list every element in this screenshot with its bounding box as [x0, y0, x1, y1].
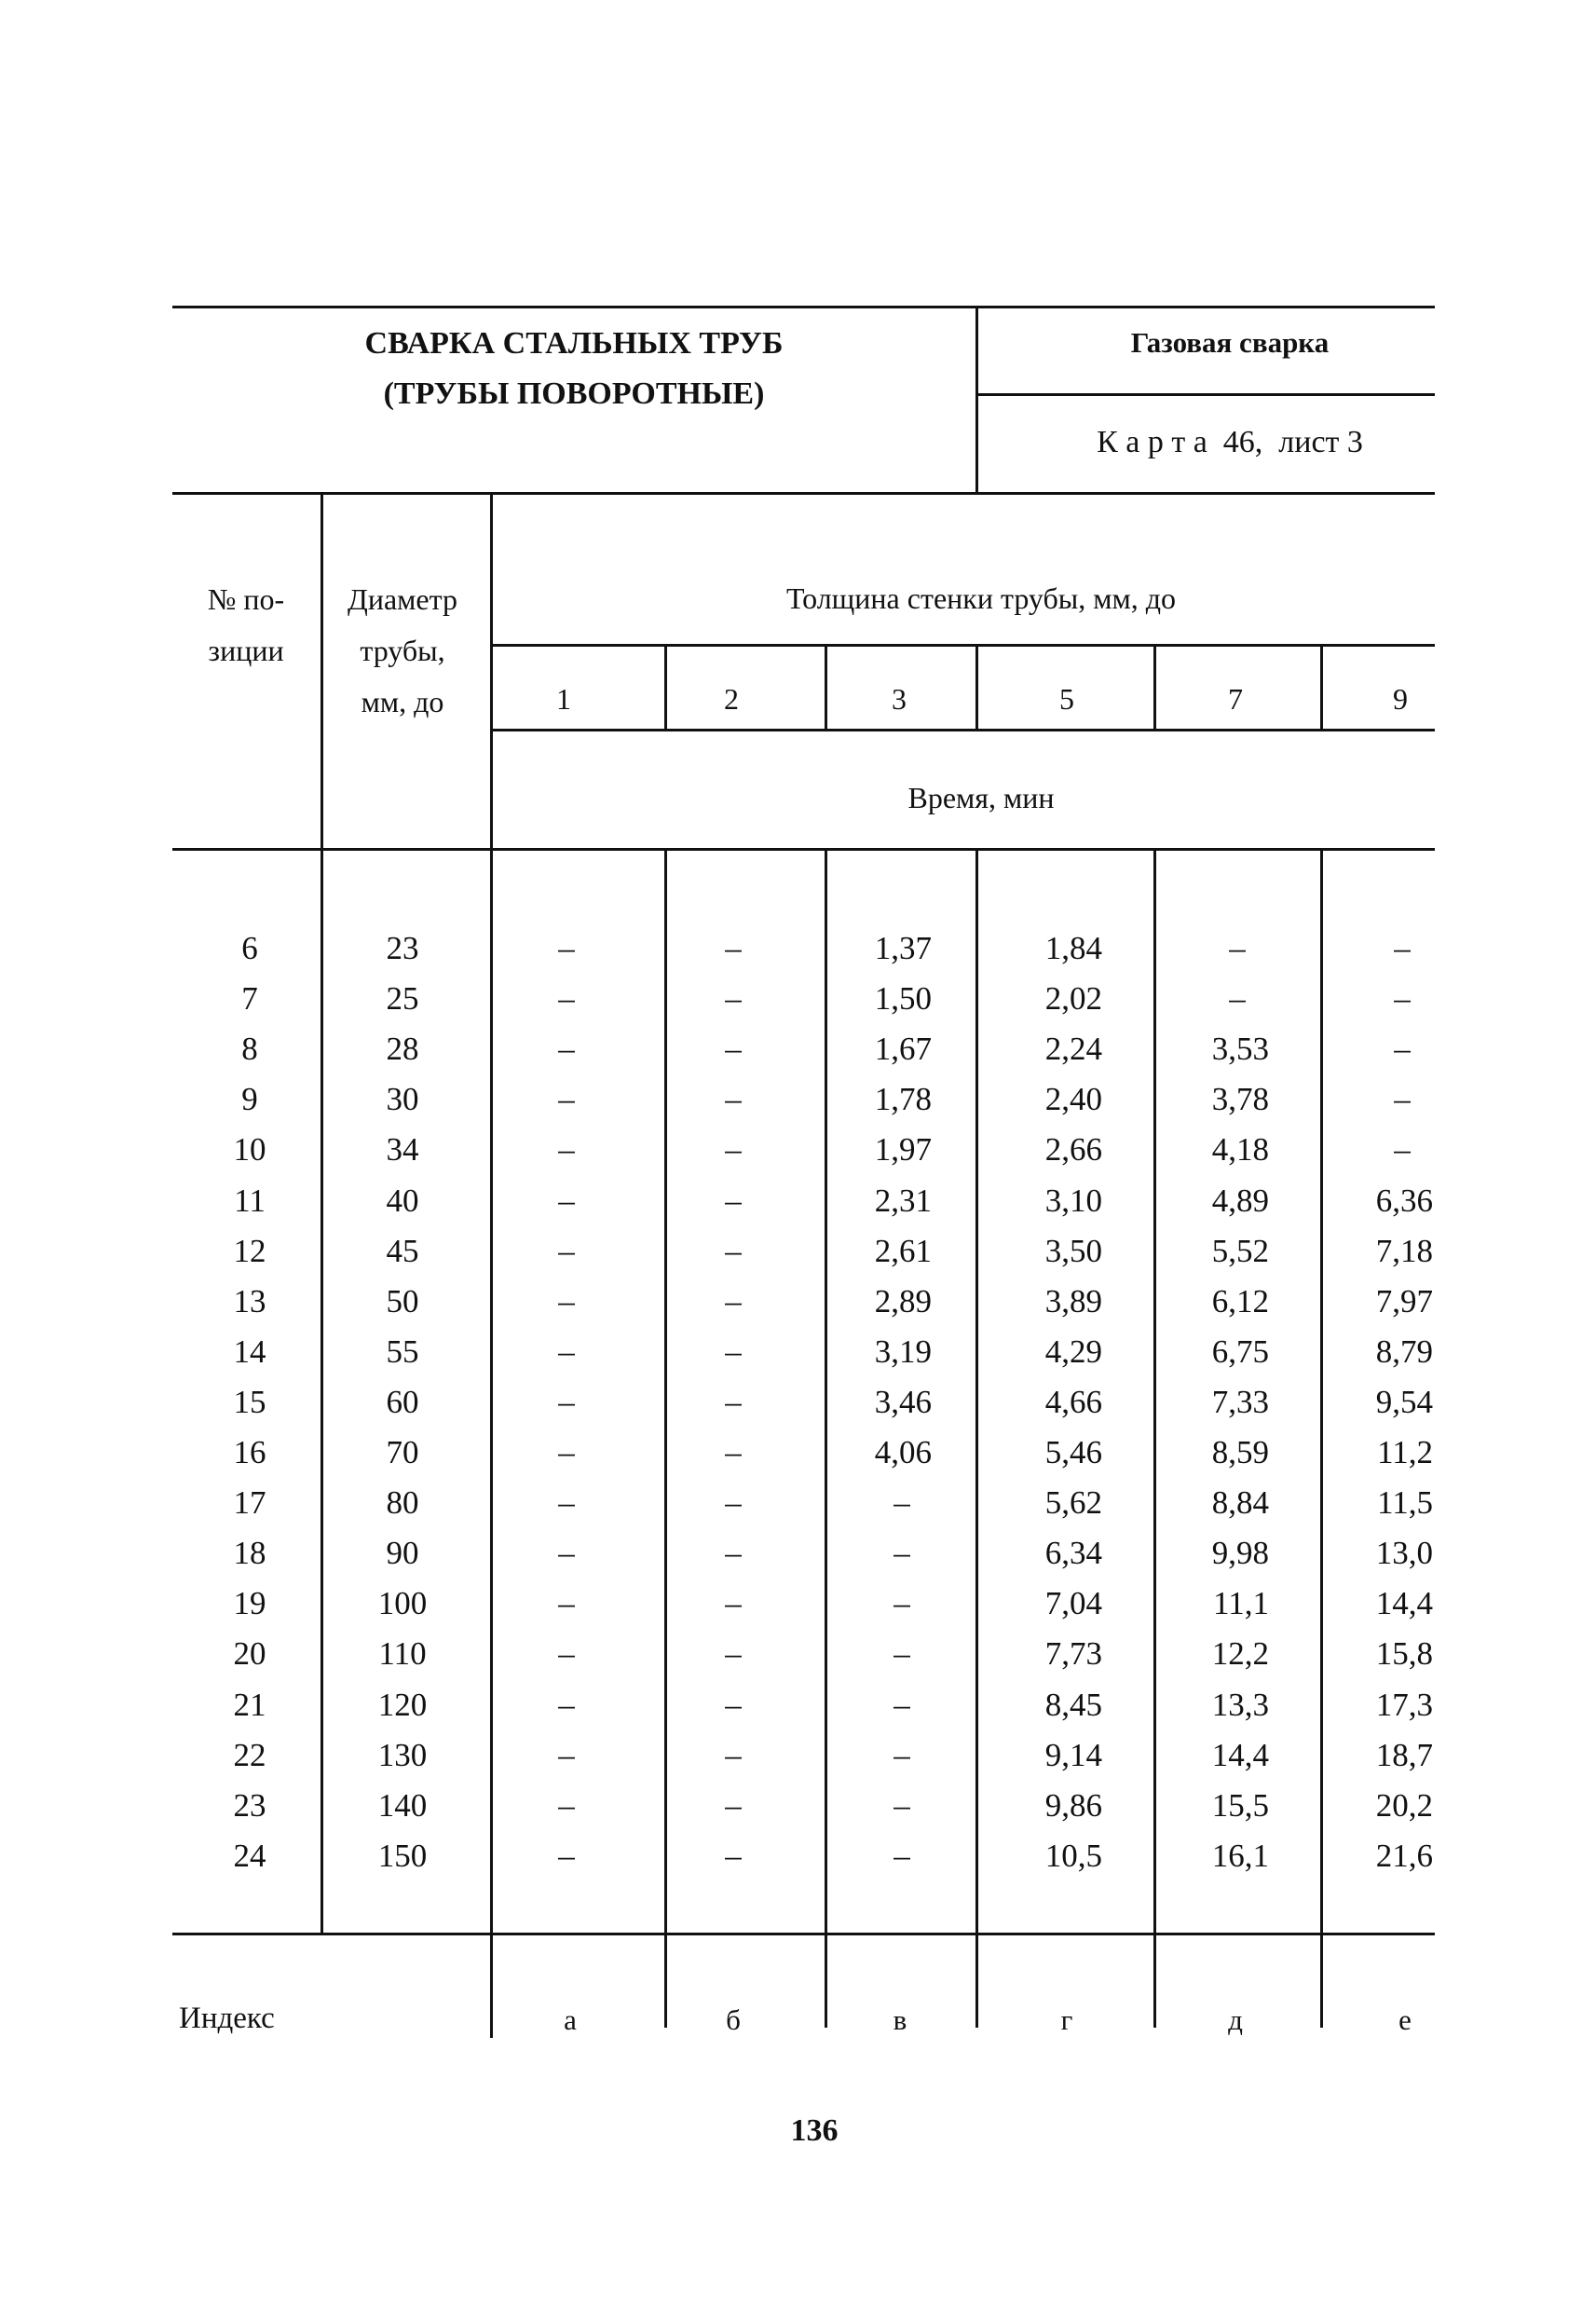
- row-time-value: 18,7: [1375, 1737, 1433, 1773]
- table-row: [0, 1233, 1596, 1270]
- row-time-value: –: [558, 1585, 575, 1621]
- table-row: [0, 1635, 1596, 1673]
- table-row: [0, 1585, 1596, 1622]
- row-diameter: 60: [386, 1384, 419, 1420]
- thickness-col-divider-4: [1153, 646, 1156, 730]
- row-time-value: 9,14: [1044, 1737, 1102, 1773]
- row-position: 8: [241, 1031, 258, 1067]
- row-time-value: –: [558, 930, 575, 966]
- row-position: 6: [241, 930, 258, 966]
- row-time-value: 2,66: [1044, 1131, 1102, 1168]
- row-time-value: 4,29: [1044, 1333, 1102, 1370]
- welding-type: Газовая сварка: [1130, 326, 1330, 359]
- thickness-col-divider-5: [1320, 646, 1323, 730]
- index-col-divider-1: [664, 1934, 667, 2028]
- row-diameter: 28: [386, 1031, 419, 1067]
- row-diameter: 110: [378, 1635, 427, 1672]
- table-row: [0, 1787, 1596, 1825]
- table-row: [0, 930, 1596, 967]
- index-col-divider-5: [1320, 1934, 1323, 2028]
- row-diameter: 45: [386, 1233, 419, 1269]
- table-row: [0, 1131, 1596, 1169]
- row-time-value: –: [558, 1233, 575, 1269]
- row-time-value: 3,19: [874, 1333, 932, 1370]
- col-header-pos-1: № по-: [207, 582, 285, 616]
- row-time-value: 9,54: [1375, 1384, 1433, 1420]
- row-time-value: 4,06: [874, 1434, 932, 1470]
- row-position: 9: [241, 1081, 258, 1117]
- row-time-value: –: [893, 1687, 910, 1723]
- table-row: [0, 1384, 1596, 1421]
- table-row: [0, 980, 1596, 1018]
- row-time-value: –: [725, 1182, 742, 1219]
- row-time-value: –: [725, 1031, 742, 1067]
- row-time-value: 9,86: [1044, 1787, 1102, 1824]
- table-row: [0, 1031, 1596, 1068]
- row-time-value: –: [893, 1585, 910, 1621]
- row-time-value: –: [1394, 930, 1411, 966]
- row-time-value: 1,78: [874, 1081, 932, 1117]
- row-time-value: 2,61: [874, 1233, 932, 1269]
- row-time-value: 4,89: [1211, 1182, 1269, 1219]
- row-time-value: –: [1229, 980, 1246, 1017]
- row-position: 21: [233, 1687, 266, 1723]
- table-row: [0, 1081, 1596, 1118]
- row-time-value: –: [893, 1484, 910, 1521]
- row-diameter: 70: [386, 1434, 419, 1470]
- row-time-value: –: [893, 1737, 910, 1773]
- row-time-value: –: [725, 1838, 742, 1874]
- row-position: 23: [233, 1787, 266, 1824]
- row-time-value: –: [725, 1635, 742, 1672]
- row-time-value: –: [1394, 1081, 1411, 1117]
- index-col-divider-2: [825, 1934, 827, 2028]
- row-time-value: –: [725, 1333, 742, 1370]
- row-time-value: 4,66: [1044, 1384, 1102, 1420]
- card-reference: К а р т а 46, лист 3: [1097, 425, 1363, 459]
- row-position: 20: [233, 1635, 266, 1672]
- row-time-value: 5,62: [1044, 1484, 1102, 1521]
- row-time-value: 2,89: [874, 1283, 932, 1319]
- row-position: 22: [233, 1737, 266, 1773]
- row-diameter: 23: [386, 930, 419, 966]
- thickness-value: 7: [1228, 682, 1243, 716]
- row-time-value: –: [1394, 980, 1411, 1017]
- thickness-header: Толщина стенки трубы, мм, до: [785, 581, 1177, 615]
- row-time-value: –: [725, 1737, 742, 1773]
- col-header-diam-1: Диаметр: [348, 582, 457, 616]
- row-diameter: 40: [386, 1182, 419, 1219]
- row-time-value: 11,1: [1213, 1585, 1269, 1621]
- row-time-value: –: [893, 1838, 910, 1874]
- row-time-value: –: [558, 1333, 575, 1370]
- row-time-value: 7,18: [1375, 1233, 1433, 1269]
- row-time-value: 13,3: [1211, 1687, 1269, 1723]
- index-value: в: [893, 2003, 907, 2036]
- row-time-value: 10,5: [1044, 1838, 1102, 1874]
- row-time-value: –: [558, 1787, 575, 1824]
- row-time-value: 2,31: [874, 1182, 932, 1219]
- row-time-value: 8,84: [1211, 1484, 1269, 1521]
- row-time-value: 6,36: [1375, 1182, 1433, 1219]
- row-time-value: 1,67: [874, 1031, 932, 1067]
- row-time-value: 1,50: [874, 980, 932, 1017]
- row-time-value: –: [558, 1384, 575, 1420]
- row-diameter: 80: [386, 1484, 419, 1521]
- row-time-value: –: [558, 1131, 575, 1168]
- table-row: [0, 1283, 1596, 1320]
- header-right-split-rule: [978, 393, 1435, 396]
- row-time-value: 11,2: [1377, 1434, 1433, 1470]
- col-header-diam-3: мм, до: [361, 685, 444, 718]
- row-time-value: 3,50: [1044, 1233, 1102, 1269]
- row-diameter: 25: [386, 980, 419, 1017]
- row-time-value: 3,10: [1044, 1182, 1102, 1219]
- row-time-value: 14,4: [1375, 1585, 1433, 1621]
- row-time-value: 1,97: [874, 1131, 932, 1168]
- row-position: 12: [233, 1233, 266, 1269]
- row-position: 18: [233, 1535, 266, 1571]
- row-diameter: 30: [386, 1081, 419, 1117]
- index-label: Индекс: [179, 2002, 275, 2035]
- row-time-value: 15,5: [1211, 1787, 1269, 1824]
- row-time-value: 6,75: [1211, 1333, 1269, 1370]
- index-value: а: [564, 2003, 577, 2036]
- row-time-value: 2,24: [1044, 1031, 1102, 1067]
- row-time-value: –: [725, 1687, 742, 1723]
- row-time-value: 14,4: [1211, 1737, 1269, 1773]
- row-time-value: –: [1394, 1031, 1411, 1067]
- row-time-value: 12,2: [1211, 1635, 1269, 1672]
- row-time-value: –: [1229, 930, 1246, 966]
- row-time-value: 16,1: [1211, 1838, 1269, 1874]
- col-header-diam-2: трубы,: [360, 634, 445, 667]
- thickness-col-divider-3: [975, 646, 978, 730]
- thickness-value: 3: [892, 682, 907, 716]
- thickness-col-divider-2: [825, 646, 827, 730]
- table-row: [0, 1333, 1596, 1371]
- table-body-bottom-rule: [172, 1933, 1435, 1935]
- row-time-value: –: [893, 1635, 910, 1672]
- row-time-value: 13,0: [1375, 1535, 1433, 1571]
- row-time-value: –: [725, 1535, 742, 1571]
- table-row: [0, 1434, 1596, 1471]
- index-value: б: [726, 2003, 741, 2036]
- row-time-value: 20,2: [1375, 1787, 1433, 1824]
- row-time-value: 1,37: [874, 930, 932, 966]
- page-title-line2: (ТРУБЫ ПОВОРОТНЫЕ): [383, 376, 765, 411]
- row-time-value: 7,97: [1375, 1283, 1433, 1319]
- row-time-value: –: [1394, 1131, 1411, 1168]
- thickness-value: 5: [1059, 682, 1074, 716]
- thickness-value: 2: [724, 682, 739, 716]
- header-top-rule: [172, 306, 1435, 308]
- row-position: 10: [233, 1131, 266, 1168]
- row-time-value: –: [725, 1233, 742, 1269]
- row-time-value: –: [725, 1131, 742, 1168]
- row-time-value: 17,3: [1375, 1687, 1433, 1723]
- page-number: 136: [790, 2113, 839, 2148]
- row-time-value: –: [725, 1787, 742, 1824]
- table-head-bottom-rule: [172, 848, 1435, 851]
- thickness-value: 9: [1393, 682, 1408, 716]
- row-time-value: 1,84: [1044, 930, 1102, 966]
- header-divider: [975, 306, 978, 494]
- row-time-value: –: [725, 930, 742, 966]
- table-row: [0, 1687, 1596, 1724]
- table-row: [0, 1484, 1596, 1522]
- thickness-values-rule: [492, 729, 1435, 731]
- row-diameter: 150: [377, 1838, 428, 1874]
- index-col-divider-4: [1153, 1934, 1156, 2028]
- row-time-value: –: [725, 980, 742, 1017]
- index-value: е: [1398, 2003, 1412, 2036]
- row-time-value: 8,79: [1375, 1333, 1433, 1370]
- row-time-value: –: [893, 1787, 910, 1824]
- row-time-value: –: [558, 1283, 575, 1319]
- row-time-value: 15,8: [1375, 1635, 1433, 1672]
- row-position: 14: [233, 1333, 266, 1370]
- row-position: 24: [233, 1838, 266, 1874]
- row-diameter: 130: [377, 1737, 428, 1773]
- row-time-value: –: [725, 1283, 742, 1319]
- row-time-value: –: [725, 1434, 742, 1470]
- row-time-value: 7,04: [1044, 1585, 1102, 1621]
- row-diameter: 140: [377, 1787, 428, 1824]
- row-time-value: 8,45: [1044, 1687, 1102, 1723]
- row-time-value: –: [558, 1031, 575, 1067]
- row-time-value: 4,18: [1211, 1131, 1269, 1168]
- row-time-value: 9,98: [1211, 1535, 1269, 1571]
- row-time-value: –: [558, 1484, 575, 1521]
- index-col-divider-3: [975, 1934, 978, 2028]
- row-time-value: 8,59: [1211, 1434, 1269, 1470]
- thickness-col-divider-1: [664, 646, 667, 730]
- row-position: 11: [234, 1182, 266, 1219]
- row-position: 7: [241, 980, 258, 1017]
- index-value: г: [1060, 2003, 1073, 2036]
- row-time-value: –: [725, 1384, 742, 1420]
- row-time-value: –: [725, 1484, 742, 1521]
- row-time-value: –: [558, 1081, 575, 1117]
- row-time-value: 6,34: [1044, 1535, 1102, 1571]
- row-time-value: –: [558, 1687, 575, 1723]
- row-time-value: 2,40: [1044, 1081, 1102, 1117]
- row-position: 13: [233, 1283, 266, 1319]
- row-time-value: –: [558, 1535, 575, 1571]
- row-time-value: –: [558, 1838, 575, 1874]
- row-time-value: 6,12: [1211, 1283, 1269, 1319]
- row-time-value: 7,73: [1044, 1635, 1102, 1672]
- row-time-value: 3,89: [1044, 1283, 1102, 1319]
- header-bottom-rule: [172, 492, 1435, 495]
- row-time-value: 5,46: [1044, 1434, 1102, 1470]
- row-time-value: –: [725, 1585, 742, 1621]
- row-time-value: 3,53: [1211, 1031, 1269, 1067]
- index-value: д: [1228, 2003, 1243, 2036]
- row-time-value: –: [558, 1737, 575, 1773]
- row-time-value: 11,5: [1377, 1484, 1433, 1521]
- row-time-value: 3,78: [1211, 1081, 1269, 1117]
- thickness-value: 1: [556, 682, 571, 716]
- row-diameter: 50: [386, 1283, 419, 1319]
- thickness-header-rule: [492, 644, 1435, 647]
- row-time-value: 21,6: [1375, 1838, 1433, 1874]
- row-time-value: 3,46: [874, 1384, 932, 1420]
- row-diameter: 90: [386, 1535, 419, 1571]
- row-position: 19: [233, 1585, 266, 1621]
- row-time-value: 5,52: [1211, 1233, 1269, 1269]
- time-header: Время, мин: [907, 781, 1055, 814]
- table-row: [0, 1737, 1596, 1774]
- row-time-value: –: [893, 1535, 910, 1571]
- row-diameter: 100: [377, 1585, 428, 1621]
- row-position: 16: [233, 1434, 266, 1470]
- table-row: [0, 1182, 1596, 1220]
- table-row: [0, 1535, 1596, 1572]
- row-time-value: 2,02: [1044, 980, 1102, 1017]
- row-position: 17: [233, 1484, 266, 1521]
- col-header-pos-2: зиции: [208, 634, 284, 667]
- page-title-line1: СВАРКА СТАЛЬНЫХ ТРУБ: [364, 326, 784, 361]
- row-time-value: –: [558, 980, 575, 1017]
- row-time-value: –: [725, 1081, 742, 1117]
- row-diameter: 55: [386, 1333, 419, 1370]
- row-time-value: –: [558, 1635, 575, 1672]
- row-diameter: 120: [377, 1687, 428, 1723]
- table-row: [0, 1838, 1596, 1875]
- row-diameter: 34: [386, 1131, 419, 1168]
- row-time-value: 7,33: [1211, 1384, 1269, 1420]
- row-time-value: –: [558, 1434, 575, 1470]
- row-time-value: –: [558, 1182, 575, 1219]
- row-position: 15: [233, 1384, 266, 1420]
